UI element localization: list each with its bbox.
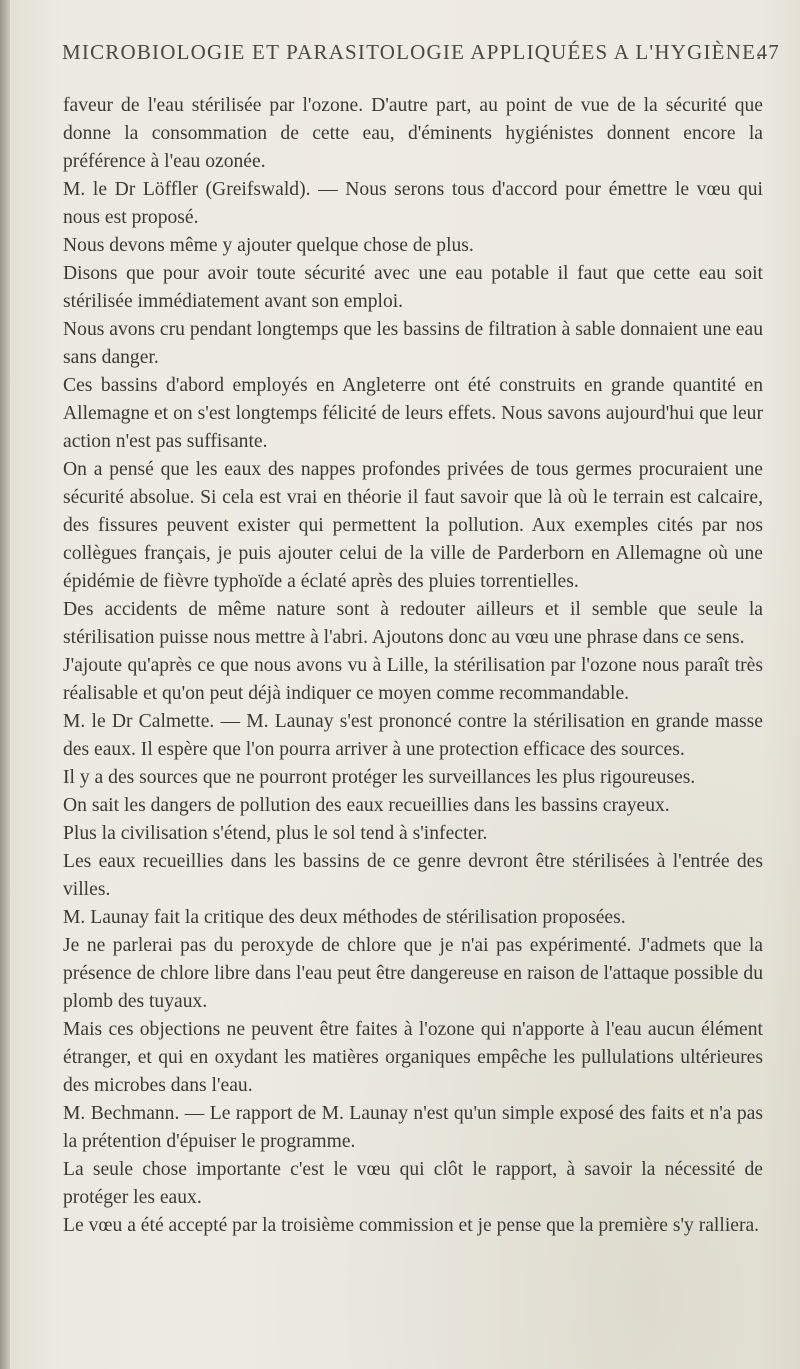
paragraph: faveur de l'eau stérilisée par l'ozone. D'autre part, au point de vue de la sécurité que donne la consommation de cette eau, d'éminents hygiénistes donnent encore la préférence à l'eau ozonée. [63, 95, 763, 172]
paragraph: M. le Dr Löffler (Greifswald). — Nous serons tous d'accord pour émettre le vœu qui nous est proposé. [63, 179, 763, 228]
paragraph: Le vœu a été accepté par la troisième commission et je pense que la première s'y ralliera. [63, 1215, 760, 1236]
paragraph: M. le Dr Calmette. — M. Launay s'est prononcé contre la stérilisation en grande masse des eaux. Il espère que l'on pourra arriver à une protection efficace des sources. [63, 711, 763, 760]
paragraph: Les eaux recueillies dans les bassins de ce genre devront être stérilisées à l'entrée des villes. [63, 851, 763, 900]
paragraph: Mais ces objections ne peuvent être faites à l'ozone qui n'apporte à l'eau aucun élément étranger, et qui en oxydant les matières organiques empêche les pullulations ultérieures des microbes dans l'eau. [63, 1019, 763, 1096]
running-header [62, 40, 780, 65]
paragraph: On a pensé que les eaux des nappes profondes privées de tous germes procuraient une sécurité absolue. Si cela est vrai en théorie il faut savoir que là où le terrain est calcaire, des fissures peuvent exister qui permettent la pollution. Aux exemples cités par nos collègues français, je puis ajouter celui de la ville de Parderborn en Allemagne où une épidémie de fièvre typhoïde a éclaté après des pluies torrentielles. [63, 459, 763, 592]
paragraph: Je ne parlerai pas du peroxyde de chlore que je n'ai pas expérimenté. J'admets que la présence de chlore libre dans l'eau peut être dangereuse en raison de l'attaque possible du plomb des tuyaux. [63, 935, 763, 1012]
paragraph: Il y a des sources que ne pourront protéger les surveillances les plus rigoureuses. [63, 767, 696, 788]
paragraph: Plus la civilisation s'étend, plus le sol tend à s'infecter. [63, 823, 488, 844]
running-title: MICROBIOLOGIE ET PARASITOLOGIE APPLIQUÉES A L'HYGIÈNE. [62, 40, 763, 64]
paragraph: M. Launay fait la critique des deux méthodes de stérilisation proposées. [63, 907, 626, 928]
paragraph: On sait les dangers de pollution des eaux recueillies dans les bassins crayeux. [63, 795, 670, 816]
page-number: 47 [756, 40, 780, 64]
paragraph: Ces bassins d'abord employés en Angleterre ont été construits en grande quantité en Allemagne et on s'est longtemps félicité de leurs effets. Nous savons aujourd'hui que leur action n'est pas suffisante. [63, 375, 763, 452]
paragraph: M. Bechmann. — Le rapport de M. Launay n'est qu'un simple exposé des faits et n'a pas la prétention d'épuiser le programme. [63, 1103, 763, 1152]
paragraph: Disons que pour avoir toute sécurité avec une eau potable il faut que cette eau soit stérilisée immédiatement avant son emploi. [63, 263, 763, 312]
paragraph: Nous devons même y ajouter quelque chose de plus. [63, 235, 474, 256]
body-text [63, 92, 763, 1240]
paragraph: Des accidents de même nature sont à redouter ailleurs et il semble que seule la stérilisation puisse nous mettre à l'abri. Ajoutons donc au vœu une phrase dans ce sens. [63, 599, 763, 648]
paragraph: La seule chose importante c'est le vœu qui clôt le rapport, à savoir la nécessité de protéger les eaux. [63, 1159, 763, 1208]
page-binding-edge [0, 0, 10, 1369]
paragraph: J'ajoute qu'après ce que nous avons vu à Lille, la stérilisation par l'ozone nous paraît très réalisable et qu'on peut déjà indiquer ce moyen comme recommandable. [63, 655, 763, 704]
paragraph: Nous avons cru pendant longtemps que les bassins de filtration à sable donnaient une eau sans danger. [63, 319, 763, 368]
